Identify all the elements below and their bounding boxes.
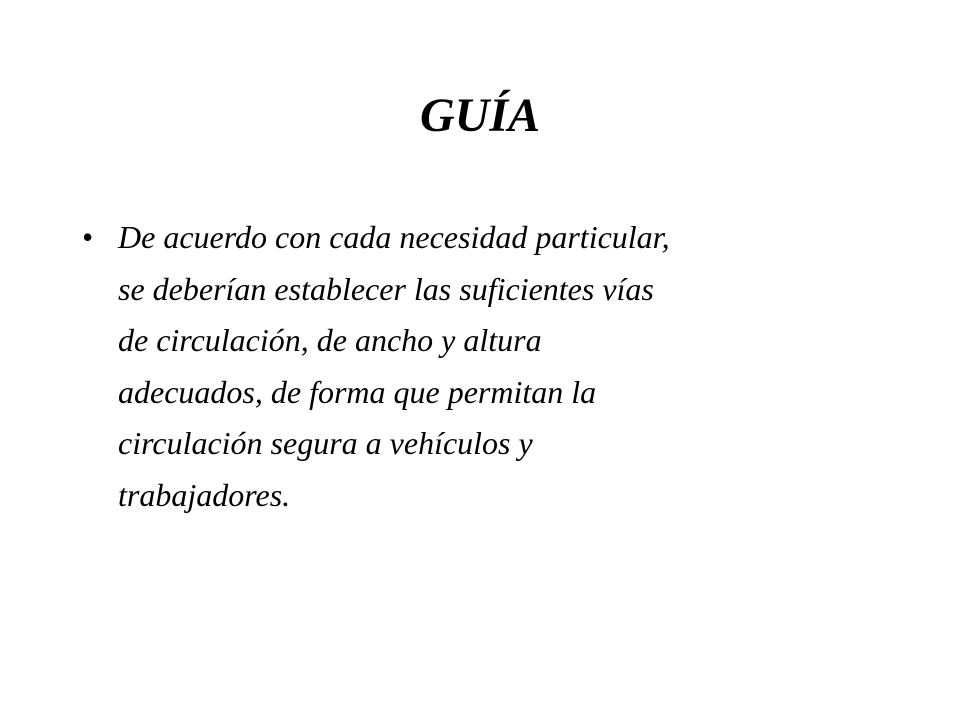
bullet-marker: • xyxy=(82,219,94,255)
bullet-list xyxy=(72,212,892,521)
bullet-item xyxy=(72,212,892,521)
slide-title: GUÍA xyxy=(419,89,541,142)
bullet-text: De acuerdo con cada necesidad particular, se deberían establecer las suficientes vías de circulación, de ancho y altura adecuados, de forma que permitan la circulación segura a vehículos y trabajadores. xyxy=(118,219,670,513)
